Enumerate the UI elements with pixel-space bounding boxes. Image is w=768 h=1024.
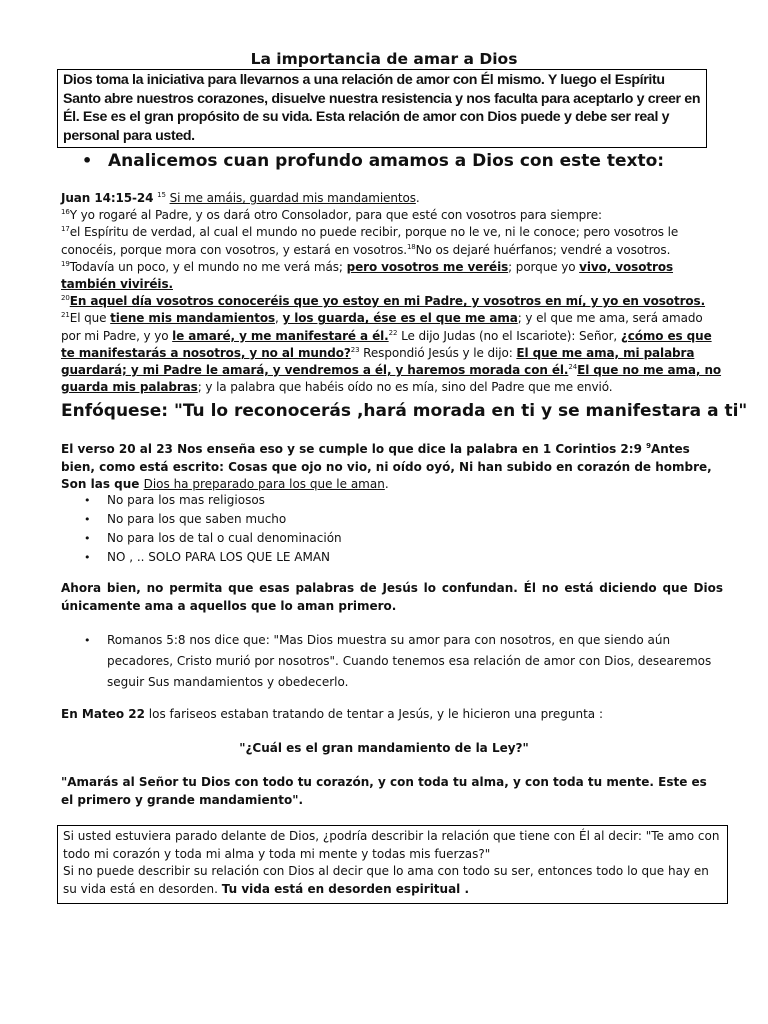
scripture-reference: Juan 14:15-24 [61, 191, 154, 205]
verse-number: 15 [157, 191, 166, 199]
corintios-emphasis: Dios ha preparado para los que le aman [143, 477, 385, 491]
verse-number: 21 [61, 311, 70, 320]
corintios-paragraph: El verso 20 al 23 Nos enseña eso y se cumple lo que dice la palabra en 1 Corintios 2:9 $^9$Antes bien, como está escrito: Cosas que ojo no vio, ni oído oyó, Ni han subido en corazón de hombre, Son las que Dios ha preparado para los que le aman. [61, 442, 712, 491]
verse-24-emphasis: El que no me ama, no guarda mis palabras [61, 363, 722, 395]
verse-20: En aquel día vosotros conoceréis que yo estoy en mi Padre, y vosotros en mí, y yo en vosotros. [69, 294, 706, 309]
verse-number: 22 [388, 328, 398, 337]
bullet-icon: • [84, 634, 91, 647]
verse-21-emphasis: tiene mis mandamientos [110, 311, 276, 326]
verse-23-emphasis: El que me ama, mi palabra guardará; y mi Padre le amará, y vendremos a él, y haremos morada con él. [61, 345, 695, 378]
question-quote: "¿Cuál es el gran mandamiento de la Ley?" [239, 741, 529, 755]
romanos-bullet [84, 630, 724, 693]
list-item: • No para los de tal o cual denominación [84, 529, 342, 548]
bullet-icon: • [84, 551, 91, 564]
bullet-icon: • [82, 151, 93, 170]
scripture-passage: Juan 14:15-24 $^{15}$ Si me amáis, guardad mis mandamientos. $^{16}$Y yo rogaré al Padre, y os dará otro Consolador, para que esté con vosotros para siempre: $^{17}$el Espíritu de verdad, al cual el mundo no puede recibir, porque no le ve, ni le conoce; pero vosotros le conocéis, porque mora con vosotros, y estará en vosotros.$^{18}$No os dejaré huérfanos; vendré a vosotros. $^{19}$Todavía un poco, y el mundo no me verá más; pero vosotros me veréis; porque yo vivo, vosotros también viviréis. $^{20}$En aquel día vosotros conoceréis que yo estoy en mi Padre, y vosotros en mí, y yo en vosotros. $^{21}$El que tiene mis mandamientos, y los guarda, ése es el que me ama; y el que me ama, será amado por mi Padre, y yo le amaré, y me manifestaré a él.$^{22}$ Le dijo Judas (no el Iscariote): Señor, ¿cómo es que te manifestarás a nosotros, y no al mundo?$^{23}$ Respondió Jesús y le dijo: El que me ama, mi palabra guardará; y mi Padre le amará, y vendremos a él, y haremos morada con él.$^{24}$El que no me ama, no guarda mis palabras; y la palabra que habéis oído no es mía, sino del Padre que me envió. [61, 191, 722, 395]
verse-21-emphasis: y los guarda, ése es el que me ama [282, 311, 518, 326]
verse-number: 16 [61, 208, 70, 217]
mateo-paragraph: En Mateo 22 los fariseos estaban tratando de tentar a Jesús, y le hicieron una pregunta : [61, 707, 603, 721]
verse-19-emphasis: pero vosotros me veréis [346, 259, 509, 274]
section-heading-analicemos [82, 150, 664, 172]
verse-number: 19 [61, 259, 70, 268]
bullet-icon: • [84, 532, 91, 545]
bullet-icon: • [84, 513, 91, 526]
list-item: • NO , .. SOLO PARA LOS QUE LE AMAN [84, 548, 342, 567]
verse-number: 9 [646, 442, 651, 450]
verse-21-emphasis: le amaré, y me manifestaré a él. [172, 328, 389, 343]
verse-number: 18 [406, 242, 416, 251]
heading-text: Analicemos cuan profundo amamos a Dios con este texto: [108, 151, 665, 171]
reflection-emphasis: Tu vida está en desorden espiritual . [221, 881, 470, 896]
section-heading-enfoquese: Enfóquese: "Tu lo reconocerás ,hará morada en ti y se manifestara a ti" [61, 401, 748, 421]
document-title: La importancia de amar a Dios [250, 50, 518, 68]
verse-19-part: Todavía un poco, y el mundo no me verá más; [69, 259, 347, 274]
verse-number: 17 [61, 225, 70, 234]
list-item: • No para los que saben mucho [84, 510, 342, 529]
bullet-icon: • [84, 494, 91, 507]
reflection-box: Si usted estuviera parado delante de Dios, ¿podría describir la relación que tiene con Él al decir: "Te amo con todo mi corazón y toda mi alma y toda mi mente y todas mis fuerzas?" Si no puede describir su relación con Dios al decir que lo ama con todo su ser, entonces todo lo que hay en su vida está en desorden. Tu vida está en desorden espiritual . [57, 825, 728, 904]
not-for-list [84, 491, 342, 567]
romanos-text: Romanos 5:8 nos dice que: "Mas Dios muestra su amor para con nosotros, en que siendo aún pecadores, Cristo murió por nosotros". Cuando tenemos esa relación de amor con Dios, desearemos seguir Sus mandamientos y obedecerlo. [107, 633, 712, 689]
verse-16: Y yo rogaré al Padre, y os dará otro Consolador, para que esté con vosotros para siempre: [69, 208, 602, 223]
verse-number: 23 [350, 345, 360, 354]
list-item: • No para los mas religiosos [84, 491, 342, 510]
verse-19-emphasis: vivo, vosotros también viviréis. [61, 259, 674, 292]
ahora-paragraph: Ahora bien, no permita que esas palabras de Jesús lo confundan. Él no está diciendo que Dios únicamente ama a aquellos que lo aman primero. [61, 581, 723, 613]
verse-18: No os dejaré huérfanos; vendré a vosotros. [415, 242, 671, 257]
verse-17: el Espíritu de verdad, al cual el mundo no puede recibir, porque no le ve, ni le conoce; pero vosotros le conocéis, porque mora con vosotros, y estará en vosotros. [61, 225, 679, 257]
verse-number: 20 [61, 294, 70, 303]
verse-22-emphasis: ¿cómo es que te manifestarás a nosotros, y no al mundo? [61, 328, 712, 360]
intro-box: Dios toma la iniciativa para llevarnos a una relación de amor con Él mismo. Y luego el Espíritu Santo abre nuestros corazones, disuelve nuestra resistencia y nos faculta para aceptarlo y creer en Él. Ese es el gran propósito de su vida. Esta relación de amor con Dios puede y debe ser real y personal para usted. [57, 69, 707, 148]
verse-15: Si me amáis, guardad mis mandamientos [169, 191, 416, 205]
verse-number: 24 [568, 363, 578, 372]
commandment-quote: "Amarás al Señor tu Dios con todo tu corazón, y con toda tu alma, y con toda tu mente. Este es el primero y grande mandamiento". [61, 775, 707, 807]
